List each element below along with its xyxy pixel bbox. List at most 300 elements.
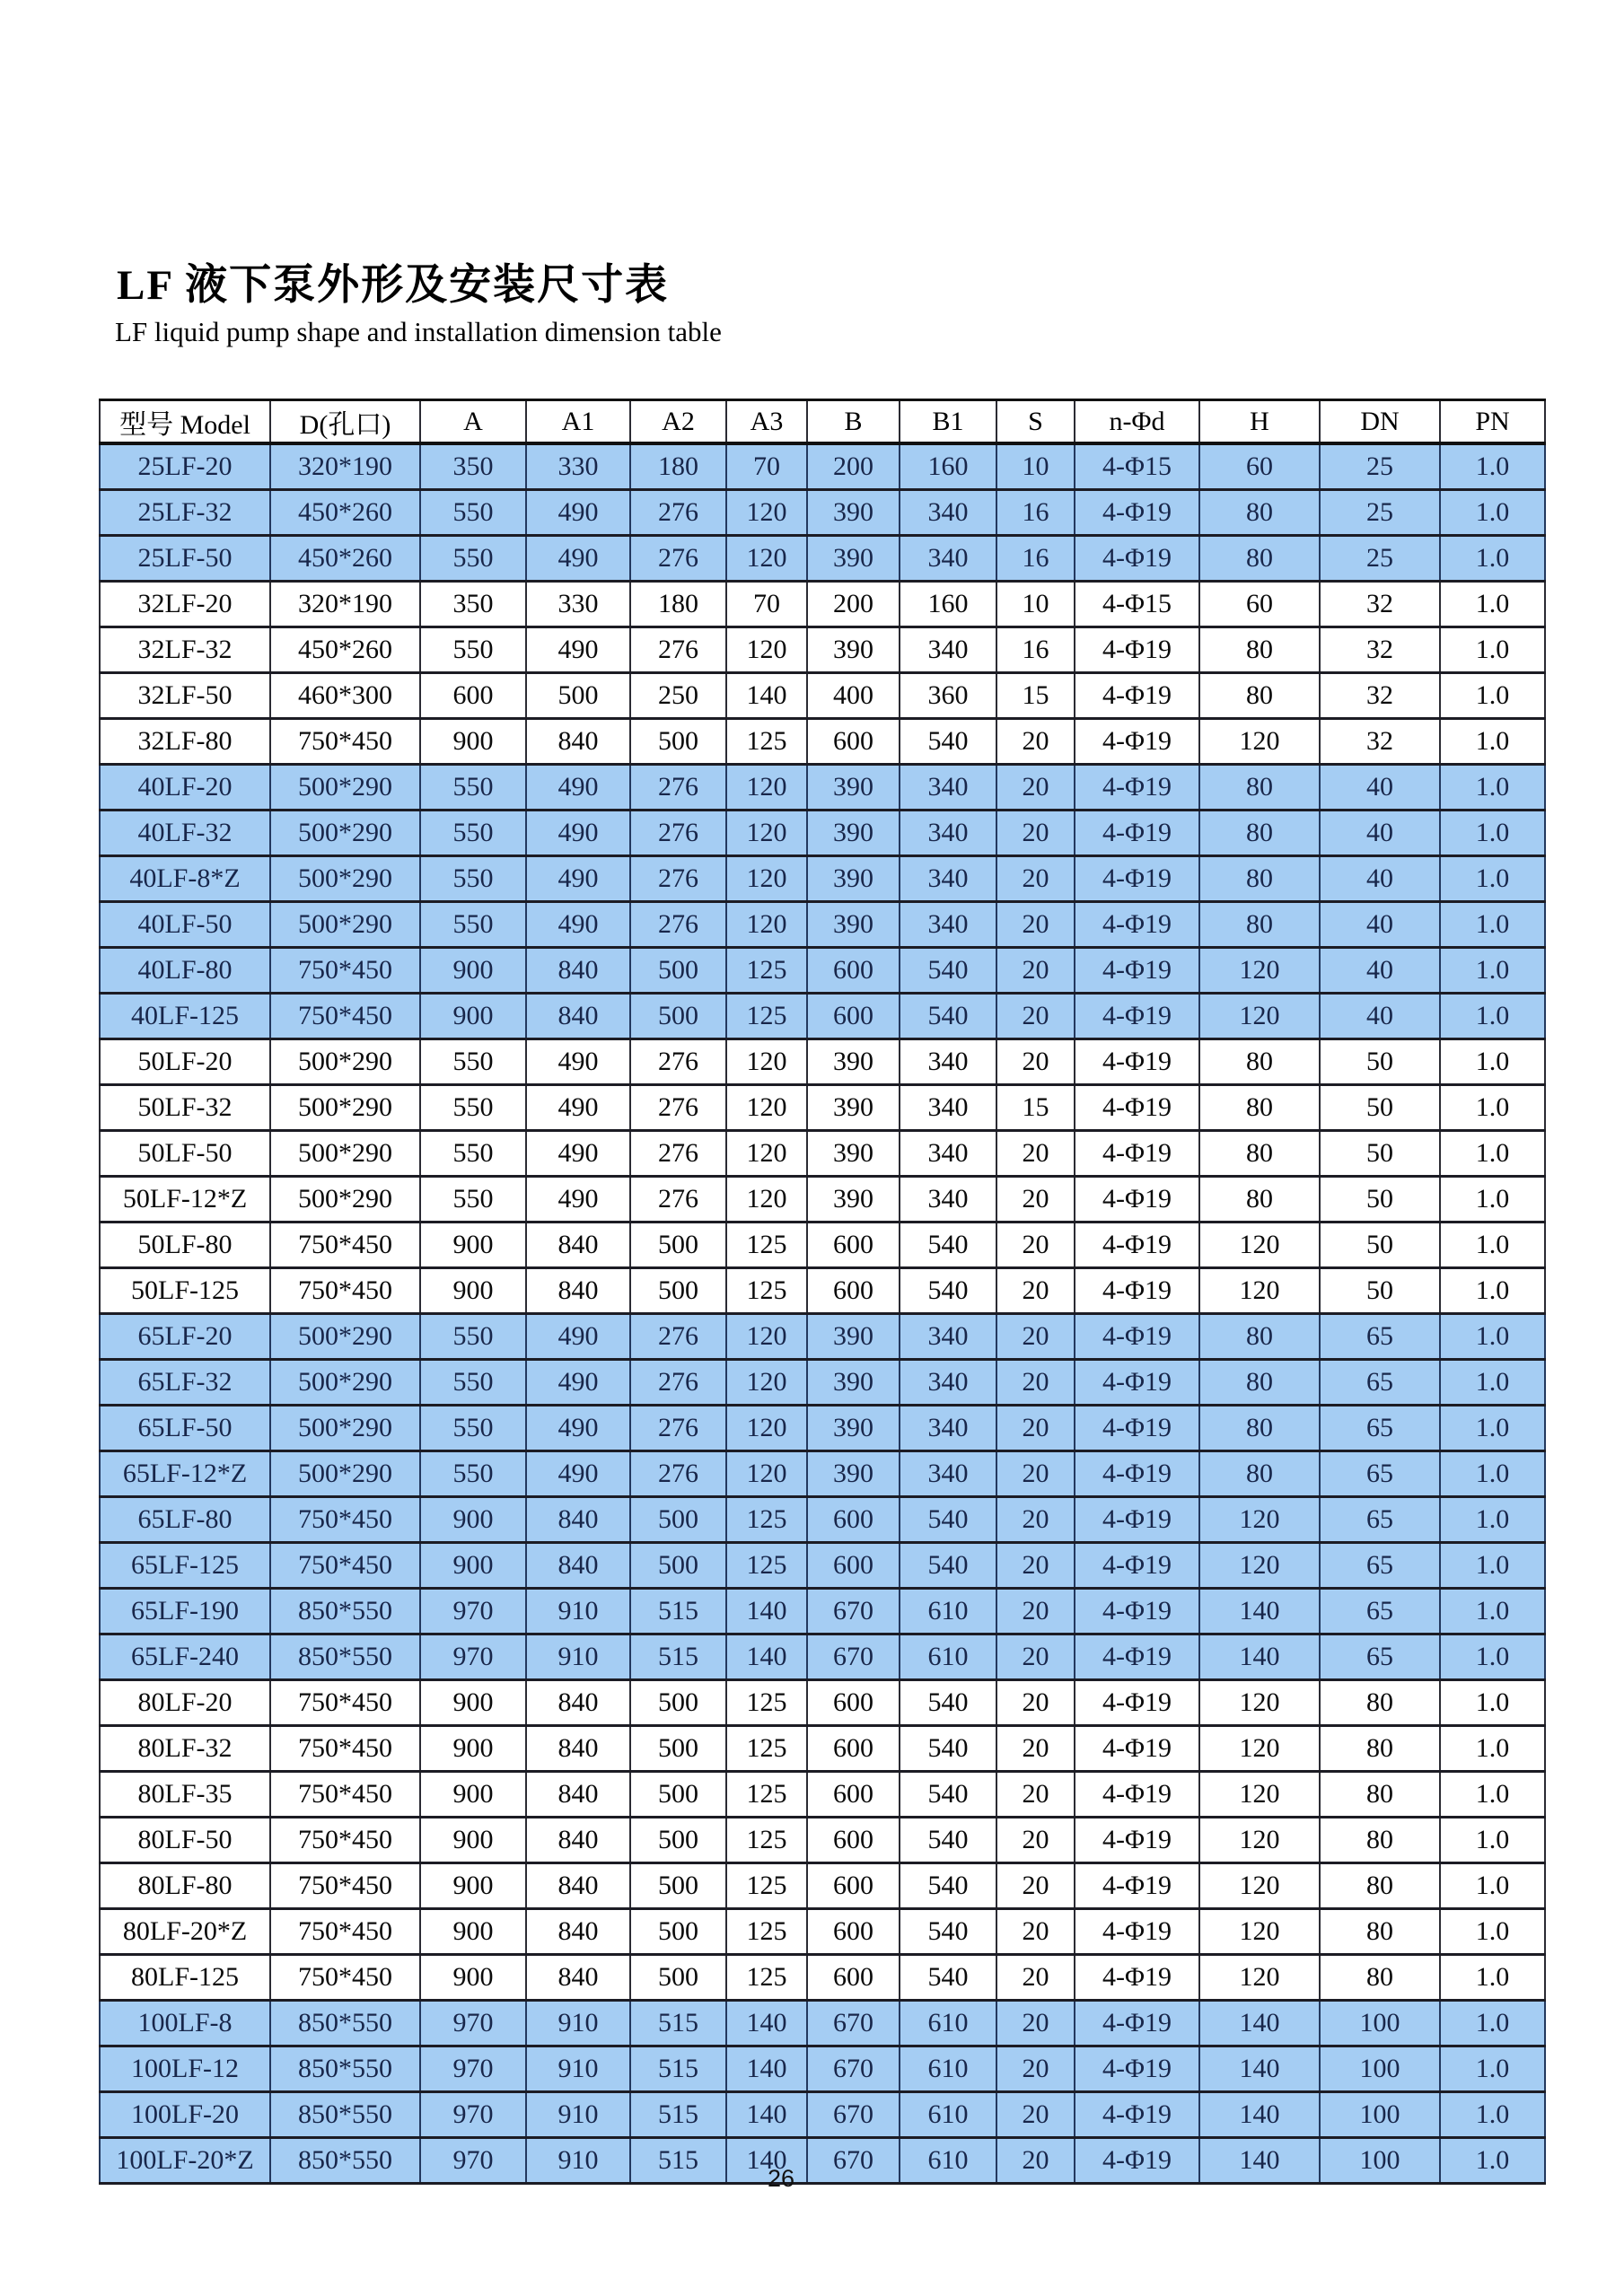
model-cell: 65LF-80 xyxy=(100,1497,270,1543)
value-cell: 330 xyxy=(526,582,630,627)
value-cell: 540 xyxy=(900,1222,996,1268)
value-cell: 80 xyxy=(1199,856,1320,902)
value-cell: 900 xyxy=(420,948,526,994)
value-cell: 160 xyxy=(900,443,996,490)
table-row xyxy=(100,856,1545,902)
value-cell: 80 xyxy=(1199,536,1320,582)
model-cell: 80LF-20*Z xyxy=(100,1909,270,1955)
value-cell: 4-Φ19 xyxy=(1075,1909,1199,1955)
value-cell: 550 xyxy=(420,1360,526,1406)
value-cell: 840 xyxy=(526,1955,630,2001)
value-cell: 340 xyxy=(900,490,996,536)
model-cell: 100LF-20 xyxy=(100,2092,270,2138)
column-header: 型号 Model xyxy=(100,400,270,444)
value-cell: 500*290 xyxy=(270,1451,420,1497)
table-row xyxy=(100,765,1545,811)
table-row xyxy=(100,1268,1545,1314)
value-cell: 500*290 xyxy=(270,1085,420,1131)
value-cell: 276 xyxy=(630,536,726,582)
value-cell: 540 xyxy=(900,1268,996,1314)
value-cell: 1.0 xyxy=(1440,719,1545,765)
value-cell: 65 xyxy=(1320,1589,1440,1634)
value-cell: 500 xyxy=(630,1680,726,1726)
value-cell: 1.0 xyxy=(1440,490,1545,536)
value-cell: 515 xyxy=(630,1634,726,1680)
value-cell: 20 xyxy=(996,1680,1075,1726)
value-cell: 25 xyxy=(1320,443,1440,490)
value-cell: 540 xyxy=(900,1726,996,1772)
value-cell: 4-Φ19 xyxy=(1075,2001,1199,2046)
value-cell: 840 xyxy=(526,1222,630,1268)
model-cell: 100LF-20*Z xyxy=(100,2138,270,2184)
value-cell: 4-Φ19 xyxy=(1075,536,1199,582)
value-cell: 500*290 xyxy=(270,811,420,856)
value-cell: 120 xyxy=(1199,1909,1320,1955)
value-cell: 600 xyxy=(807,1680,900,1726)
table-row xyxy=(100,1085,1545,1131)
table-row xyxy=(100,1360,1545,1406)
value-cell: 670 xyxy=(807,1634,900,1680)
value-cell: 340 xyxy=(900,1451,996,1497)
model-cell: 100LF-8 xyxy=(100,2001,270,2046)
value-cell: 276 xyxy=(630,1085,726,1131)
value-cell: 120 xyxy=(726,627,807,673)
value-cell: 600 xyxy=(807,1818,900,1863)
value-cell: 125 xyxy=(726,1863,807,1909)
column-header: A3 xyxy=(726,400,807,444)
value-cell: 840 xyxy=(526,719,630,765)
value-cell: 4-Φ19 xyxy=(1075,1268,1199,1314)
value-cell: 40 xyxy=(1320,856,1440,902)
value-cell: 100 xyxy=(1320,2046,1440,2092)
value-cell: 900 xyxy=(420,1680,526,1726)
value-cell: 600 xyxy=(807,1497,900,1543)
value-cell: 840 xyxy=(526,1680,630,1726)
value-cell: 1.0 xyxy=(1440,673,1545,719)
value-cell: 80 xyxy=(1320,1680,1440,1726)
model-cell: 40LF-32 xyxy=(100,811,270,856)
value-cell: 340 xyxy=(900,1085,996,1131)
value-cell: 120 xyxy=(726,490,807,536)
model-cell: 32LF-50 xyxy=(100,673,270,719)
value-cell: 450*260 xyxy=(270,536,420,582)
value-cell: 1.0 xyxy=(1440,856,1545,902)
value-cell: 140 xyxy=(726,1589,807,1634)
column-header: D(孔口) xyxy=(270,400,420,444)
model-cell: 50LF-125 xyxy=(100,1268,270,1314)
value-cell: 490 xyxy=(526,1314,630,1360)
value-cell: 670 xyxy=(807,2138,900,2184)
value-cell: 610 xyxy=(900,2001,996,2046)
value-cell: 1.0 xyxy=(1440,1726,1545,1772)
value-cell: 4-Φ19 xyxy=(1075,1497,1199,1543)
value-cell: 900 xyxy=(420,1909,526,1955)
value-cell: 20 xyxy=(996,2046,1075,2092)
value-cell: 20 xyxy=(996,1406,1075,1451)
value-cell: 900 xyxy=(420,994,526,1039)
value-cell: 490 xyxy=(526,1406,630,1451)
value-cell: 500 xyxy=(630,1497,726,1543)
value-cell: 1.0 xyxy=(1440,994,1545,1039)
value-cell: 250 xyxy=(630,673,726,719)
value-cell: 125 xyxy=(726,1543,807,1589)
page-subtitle: LF liquid pump shape and installation dimension table xyxy=(115,316,722,347)
value-cell: 65 xyxy=(1320,1634,1440,1680)
value-cell: 20 xyxy=(996,1451,1075,1497)
table-row xyxy=(100,994,1545,1039)
value-cell: 20 xyxy=(996,902,1075,948)
value-cell: 140 xyxy=(726,2092,807,2138)
value-cell: 276 xyxy=(630,627,726,673)
value-cell: 750*450 xyxy=(270,1497,420,1543)
value-cell: 1.0 xyxy=(1440,948,1545,994)
value-cell: 1.0 xyxy=(1440,1955,1545,2001)
column-header: A xyxy=(420,400,526,444)
value-cell: 500*290 xyxy=(270,1039,420,1085)
value-cell: 600 xyxy=(420,673,526,719)
value-cell: 80 xyxy=(1199,1360,1320,1406)
value-cell: 490 xyxy=(526,902,630,948)
value-cell: 65 xyxy=(1320,1360,1440,1406)
value-cell: 500 xyxy=(630,1818,726,1863)
value-cell: 120 xyxy=(1199,1268,1320,1314)
value-cell: 550 xyxy=(420,627,526,673)
value-cell: 70 xyxy=(726,443,807,490)
value-cell: 1.0 xyxy=(1440,765,1545,811)
value-cell: 1.0 xyxy=(1440,536,1545,582)
value-cell: 140 xyxy=(726,1634,807,1680)
value-cell: 490 xyxy=(526,490,630,536)
value-cell: 550 xyxy=(420,1039,526,1085)
value-cell: 750*450 xyxy=(270,994,420,1039)
value-cell: 120 xyxy=(726,811,807,856)
value-cell: 120 xyxy=(726,1314,807,1360)
value-cell: 515 xyxy=(630,2001,726,2046)
value-cell: 20 xyxy=(996,1955,1075,2001)
value-cell: 4-Φ19 xyxy=(1075,902,1199,948)
value-cell: 515 xyxy=(630,2092,726,2138)
value-cell: 500*290 xyxy=(270,856,420,902)
value-cell: 120 xyxy=(726,1451,807,1497)
value-cell: 80 xyxy=(1199,1085,1320,1131)
value-cell: 65 xyxy=(1320,1497,1440,1543)
value-cell: 16 xyxy=(996,627,1075,673)
value-cell: 1.0 xyxy=(1440,1268,1545,1314)
value-cell: 20 xyxy=(996,2092,1075,2138)
value-cell: 32 xyxy=(1320,673,1440,719)
value-cell: 80 xyxy=(1199,1131,1320,1177)
value-cell: 20 xyxy=(996,719,1075,765)
column-header: PN xyxy=(1440,400,1545,444)
value-cell: 515 xyxy=(630,1589,726,1634)
value-cell: 1.0 xyxy=(1440,582,1545,627)
value-cell: 1.0 xyxy=(1440,2046,1545,2092)
value-cell: 1.0 xyxy=(1440,2001,1545,2046)
value-cell: 500 xyxy=(526,673,630,719)
value-cell: 340 xyxy=(900,1360,996,1406)
model-cell: 32LF-32 xyxy=(100,627,270,673)
value-cell: 600 xyxy=(807,1543,900,1589)
value-cell: 65 xyxy=(1320,1314,1440,1360)
value-cell: 1.0 xyxy=(1440,811,1545,856)
value-cell: 550 xyxy=(420,1085,526,1131)
value-cell: 125 xyxy=(726,948,807,994)
value-cell: 20 xyxy=(996,1634,1075,1680)
value-cell: 120 xyxy=(726,1360,807,1406)
value-cell: 20 xyxy=(996,1543,1075,1589)
value-cell: 4-Φ15 xyxy=(1075,582,1199,627)
value-cell: 50 xyxy=(1320,1268,1440,1314)
value-cell: 600 xyxy=(807,1772,900,1818)
column-header: A1 xyxy=(526,400,630,444)
value-cell: 125 xyxy=(726,1497,807,1543)
column-header: B1 xyxy=(900,400,996,444)
value-cell: 900 xyxy=(420,1268,526,1314)
table-row xyxy=(100,2001,1545,2046)
value-cell: 180 xyxy=(630,443,726,490)
value-cell: 840 xyxy=(526,1543,630,1589)
value-cell: 600 xyxy=(807,1909,900,1955)
value-cell: 550 xyxy=(420,1131,526,1177)
value-cell: 4-Φ19 xyxy=(1075,1955,1199,2001)
value-cell: 840 xyxy=(526,1268,630,1314)
value-cell: 540 xyxy=(900,1772,996,1818)
value-cell: 276 xyxy=(630,1177,726,1222)
value-cell: 80 xyxy=(1199,765,1320,811)
value-cell: 515 xyxy=(630,2138,726,2184)
value-cell: 610 xyxy=(900,1634,996,1680)
value-cell: 910 xyxy=(526,2001,630,2046)
table-row xyxy=(100,811,1545,856)
value-cell: 460*300 xyxy=(270,673,420,719)
value-cell: 125 xyxy=(726,1909,807,1955)
value-cell: 120 xyxy=(1199,1955,1320,2001)
value-cell: 4-Φ19 xyxy=(1075,994,1199,1039)
value-cell: 550 xyxy=(420,856,526,902)
value-cell: 20 xyxy=(996,948,1075,994)
value-cell: 276 xyxy=(630,1406,726,1451)
value-cell: 20 xyxy=(996,1314,1075,1360)
value-cell: 140 xyxy=(726,673,807,719)
value-cell: 340 xyxy=(900,536,996,582)
value-cell: 20 xyxy=(996,1589,1075,1634)
value-cell: 500*290 xyxy=(270,902,420,948)
value-cell: 20 xyxy=(996,1497,1075,1543)
table-row xyxy=(100,1680,1545,1726)
value-cell: 120 xyxy=(726,1039,807,1085)
value-cell: 390 xyxy=(807,856,900,902)
value-cell: 20 xyxy=(996,765,1075,811)
model-cell: 50LF-80 xyxy=(100,1222,270,1268)
page-title: LF 液下泵外形及安装尺寸表 xyxy=(117,262,670,309)
value-cell: 900 xyxy=(420,719,526,765)
value-cell: 390 xyxy=(807,902,900,948)
value-cell: 120 xyxy=(726,1131,807,1177)
value-cell: 180 xyxy=(630,582,726,627)
value-cell: 140 xyxy=(726,2138,807,2184)
value-cell: 80 xyxy=(1199,1039,1320,1085)
value-cell: 100 xyxy=(1320,2092,1440,2138)
value-cell: 4-Φ19 xyxy=(1075,1726,1199,1772)
value-cell: 1.0 xyxy=(1440,1222,1545,1268)
column-header: S xyxy=(996,400,1075,444)
value-cell: 4-Φ19 xyxy=(1075,719,1199,765)
value-cell: 840 xyxy=(526,1726,630,1772)
value-cell: 276 xyxy=(630,902,726,948)
value-cell: 20 xyxy=(996,1360,1075,1406)
value-cell: 390 xyxy=(807,1406,900,1451)
value-cell: 80 xyxy=(1199,627,1320,673)
value-cell: 450*260 xyxy=(270,627,420,673)
value-cell: 25 xyxy=(1320,536,1440,582)
value-cell: 80 xyxy=(1320,1818,1440,1863)
table-row xyxy=(100,2092,1545,2138)
value-cell: 750*450 xyxy=(270,948,420,994)
value-cell: 20 xyxy=(996,1818,1075,1863)
table-row xyxy=(100,1543,1545,1589)
value-cell: 20 xyxy=(996,2138,1075,2184)
value-cell: 80 xyxy=(1199,490,1320,536)
value-cell: 900 xyxy=(420,1955,526,2001)
value-cell: 4-Φ19 xyxy=(1075,2138,1199,2184)
model-cell: 25LF-20 xyxy=(100,443,270,490)
value-cell: 20 xyxy=(996,1726,1075,1772)
value-cell: 40 xyxy=(1320,765,1440,811)
value-cell: 125 xyxy=(726,1222,807,1268)
value-cell: 80 xyxy=(1320,1909,1440,1955)
value-cell: 840 xyxy=(526,948,630,994)
value-cell: 120 xyxy=(1199,1543,1320,1589)
value-cell: 840 xyxy=(526,1818,630,1863)
value-cell: 550 xyxy=(420,1406,526,1451)
value-cell: 4-Φ19 xyxy=(1075,948,1199,994)
value-cell: 340 xyxy=(900,1177,996,1222)
table-row xyxy=(100,1772,1545,1818)
value-cell: 120 xyxy=(726,1177,807,1222)
value-cell: 350 xyxy=(420,443,526,490)
value-cell: 500 xyxy=(630,1955,726,2001)
value-cell: 330 xyxy=(526,443,630,490)
value-cell: 1.0 xyxy=(1440,1177,1545,1222)
table-row xyxy=(100,1955,1545,2001)
value-cell: 550 xyxy=(420,1451,526,1497)
value-cell: 500 xyxy=(630,1726,726,1772)
value-cell: 276 xyxy=(630,765,726,811)
value-cell: 540 xyxy=(900,948,996,994)
value-cell: 320*190 xyxy=(270,443,420,490)
value-cell: 540 xyxy=(900,1909,996,1955)
value-cell: 550 xyxy=(420,902,526,948)
value-cell: 970 xyxy=(420,2046,526,2092)
table-row xyxy=(100,902,1545,948)
value-cell: 610 xyxy=(900,2046,996,2092)
value-cell: 120 xyxy=(1199,1497,1320,1543)
value-cell: 125 xyxy=(726,1680,807,1726)
value-cell: 500*290 xyxy=(270,765,420,811)
value-cell: 1.0 xyxy=(1440,1406,1545,1451)
value-cell: 120 xyxy=(726,1085,807,1131)
value-cell: 1.0 xyxy=(1440,1818,1545,1863)
model-cell: 65LF-190 xyxy=(100,1589,270,1634)
value-cell: 20 xyxy=(996,1772,1075,1818)
model-cell: 50LF-20 xyxy=(100,1039,270,1085)
value-cell: 100 xyxy=(1320,2138,1440,2184)
value-cell: 840 xyxy=(526,1772,630,1818)
value-cell: 500 xyxy=(630,719,726,765)
value-cell: 140 xyxy=(1199,1634,1320,1680)
value-cell: 610 xyxy=(900,2092,996,2138)
value-cell: 50 xyxy=(1320,1085,1440,1131)
value-cell: 340 xyxy=(900,1406,996,1451)
value-cell: 120 xyxy=(1199,1222,1320,1268)
column-header: DN xyxy=(1320,400,1440,444)
value-cell: 450*260 xyxy=(270,490,420,536)
value-cell: 1.0 xyxy=(1440,1360,1545,1406)
value-cell: 550 xyxy=(420,536,526,582)
value-cell: 900 xyxy=(420,1543,526,1589)
value-cell: 540 xyxy=(900,719,996,765)
value-cell: 850*550 xyxy=(270,2001,420,2046)
value-cell: 390 xyxy=(807,490,900,536)
value-cell: 140 xyxy=(1199,2001,1320,2046)
value-cell: 910 xyxy=(526,2046,630,2092)
value-cell: 550 xyxy=(420,811,526,856)
value-cell: 850*550 xyxy=(270,1589,420,1634)
value-cell: 50 xyxy=(1320,1131,1440,1177)
value-cell: 500*290 xyxy=(270,1314,420,1360)
model-cell: 40LF-125 xyxy=(100,994,270,1039)
model-cell: 65LF-240 xyxy=(100,1634,270,1680)
value-cell: 390 xyxy=(807,1360,900,1406)
value-cell: 120 xyxy=(726,856,807,902)
value-cell: 490 xyxy=(526,765,630,811)
value-cell: 600 xyxy=(807,719,900,765)
value-cell: 500 xyxy=(630,1909,726,1955)
value-cell: 610 xyxy=(900,2138,996,2184)
value-cell: 140 xyxy=(726,2046,807,2092)
value-cell: 750*450 xyxy=(270,1543,420,1589)
value-cell: 120 xyxy=(1199,948,1320,994)
value-cell: 4-Φ19 xyxy=(1075,1406,1199,1451)
value-cell: 515 xyxy=(630,2046,726,2092)
model-cell: 80LF-32 xyxy=(100,1726,270,1772)
value-cell: 390 xyxy=(807,1177,900,1222)
value-cell: 490 xyxy=(526,627,630,673)
model-cell: 32LF-80 xyxy=(100,719,270,765)
value-cell: 970 xyxy=(420,2138,526,2184)
value-cell: 50 xyxy=(1320,1177,1440,1222)
table-row xyxy=(100,1222,1545,1268)
value-cell: 4-Φ19 xyxy=(1075,2046,1199,2092)
model-cell: 40LF-8*Z xyxy=(100,856,270,902)
value-cell: 140 xyxy=(1199,2092,1320,2138)
value-cell: 16 xyxy=(996,490,1075,536)
value-cell: 390 xyxy=(807,1039,900,1085)
value-cell: 120 xyxy=(1199,1818,1320,1863)
value-cell: 750*450 xyxy=(270,1268,420,1314)
value-cell: 500 xyxy=(630,994,726,1039)
value-cell: 125 xyxy=(726,1772,807,1818)
value-cell: 900 xyxy=(420,1772,526,1818)
value-cell: 500 xyxy=(630,1863,726,1909)
value-cell: 65 xyxy=(1320,1451,1440,1497)
value-cell: 750*450 xyxy=(270,719,420,765)
value-cell: 610 xyxy=(900,1589,996,1634)
value-cell: 350 xyxy=(420,582,526,627)
column-header: A2 xyxy=(630,400,726,444)
model-cell: 50LF-32 xyxy=(100,1085,270,1131)
value-cell: 40 xyxy=(1320,994,1440,1039)
